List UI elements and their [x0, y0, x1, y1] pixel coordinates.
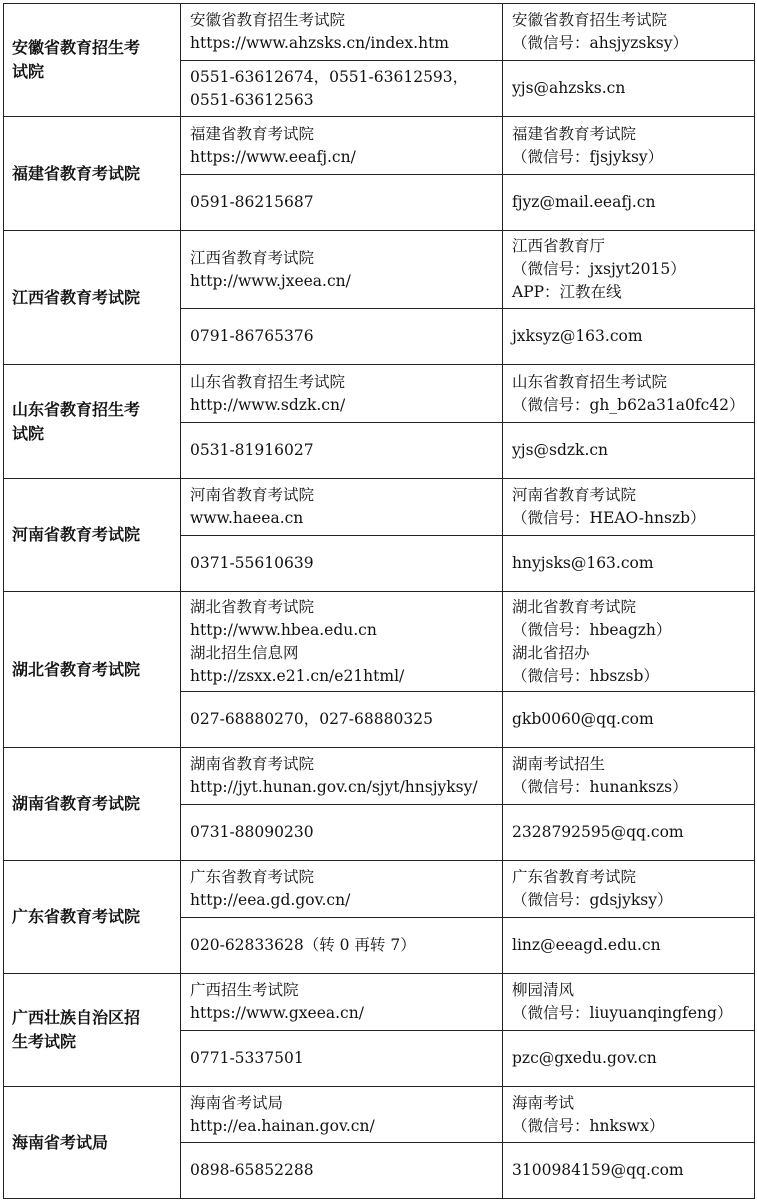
wechat-cell-line: （微信号：HEAO-hnszb） [512, 509, 706, 527]
wechat-cell-line: 福建省教育考试院 [512, 124, 637, 143]
website-cell [181, 974, 503, 1031]
email-cell: linz@eeagd.edu.cn [503, 918, 755, 974]
website-cell-line: 湖南省教育考试院 [190, 755, 315, 773]
phone-cell-line: 0371-55610639 [190, 554, 314, 572]
website-cell-line: 广东省教育考试院 [190, 868, 315, 886]
institution-name-line: 生考试院 [12, 1032, 77, 1051]
wechat-cell-line: （微信号：liuyuanqingfeng） [512, 1004, 733, 1022]
wechat-cell-line: 河南省教育考试院 [512, 486, 637, 504]
phone-cell [181, 805, 503, 861]
website-cell-line: http://eea.gd.gov.cn/ [190, 891, 351, 909]
website-cell-line: 海南省考试局 [190, 1093, 284, 1112]
website-cell [181, 479, 503, 536]
wechat-cell [503, 748, 755, 805]
wechat-cell-line: 广东省教育考试院 [512, 868, 637, 886]
institution-name [4, 231, 181, 365]
institution-name [4, 479, 181, 592]
website-cell [181, 117, 503, 175]
wechat-cell [503, 117, 755, 175]
wechat-cell-line: 柳园清风 [512, 981, 575, 999]
table-row [4, 1087, 755, 1143]
website-cell-line: http://www.sdzk.cn/ [190, 395, 346, 414]
phone-cell-line: 0771-5337501 [190, 1049, 304, 1067]
institution-name-line: 海南省考试局 [12, 1132, 109, 1152]
website-cell-line: 山东省教育招生考试院 [190, 372, 346, 391]
table-row [4, 479, 755, 536]
phone-cell-line: 0898-65852288 [190, 1161, 314, 1179]
website-cell-line: 福建省教育考试院 [190, 124, 315, 143]
wechat-cell-line: APP：江教在线 [512, 283, 622, 301]
website-cell-line: 江西省教育考试院 [190, 248, 315, 267]
institution-name-line: 山东省教育招生考 [12, 399, 141, 419]
phone-cell [181, 692, 503, 748]
institution-name [4, 1087, 181, 1199]
website-cell-line: www.haeea.cn [190, 509, 304, 527]
institution-name [4, 974, 181, 1087]
institution-name-line: 河南省教育考试院 [12, 525, 141, 544]
email-cell: yjs@ahzsks.cn [503, 61, 755, 117]
phone-cell [181, 918, 503, 974]
institution-name-line: 试院 [12, 423, 45, 443]
email-cell: hnyjsks@163.com [503, 536, 755, 592]
wechat-cell [503, 231, 755, 309]
website-cell-line: 广西招生考试院 [190, 981, 299, 999]
phone-cell [181, 309, 503, 365]
website-cell-line: http://ea.hainan.gov.cn/ [190, 1116, 375, 1135]
wechat-cell [503, 592, 755, 692]
wechat-cell-line: （微信号：hunankszs） [512, 778, 688, 796]
institution-name [4, 592, 181, 748]
institution-name [4, 861, 181, 974]
phone-cell [181, 1143, 503, 1199]
phone-cell-line: 020-62833628（转 0 再转 7） [190, 936, 416, 954]
wechat-cell-line: 安徽省教育招生考试院 [512, 11, 668, 29]
wechat-cell-line: （微信号：hnkswx） [512, 1116, 665, 1135]
institution-name-line: 江西省教育考试院 [12, 287, 141, 307]
website-cell [181, 748, 503, 805]
website-cell [181, 365, 503, 423]
table-row [4, 4, 755, 61]
phone-cell-line: 0791-86765376 [190, 327, 314, 345]
website-cell-line: http://www.jxeea.cn/ [190, 271, 351, 290]
institution-name-line: 试院 [12, 62, 45, 81]
phone-cell-line: 0591-86215687 [190, 193, 314, 211]
wechat-cell [503, 479, 755, 536]
website-cell-line: 湖北招生信息网 [190, 643, 299, 662]
wechat-cell [503, 4, 755, 61]
website-cell-line: 安徽省教育招生考试院 [190, 11, 346, 29]
wechat-cell-line: （微信号：ahsjyzsksy） [512, 34, 688, 52]
email-cell: 2328792595@qq.com [503, 805, 755, 861]
phone-cell [181, 423, 503, 479]
institution-name-line: 湖北省教育考试院 [12, 659, 141, 679]
table-row [4, 231, 755, 309]
institution-name-line: 福建省教育考试院 [12, 163, 141, 183]
wechat-cell-line: 江西省教育厅 [512, 237, 606, 255]
wechat-cell [503, 1087, 755, 1143]
website-cell-line: http://www.hbea.edu.cn [190, 620, 377, 639]
email-cell: 3100984159@qq.com [503, 1143, 755, 1199]
phone-cell-line: 027-68880270，027-68880325 [190, 710, 433, 728]
wechat-cell-line: （微信号：hbszsb） [512, 666, 659, 685]
wechat-cell-line: （微信号：jxsjyt2015） [512, 260, 686, 278]
contact-table-body [4, 4, 755, 1199]
email-cell: jxksyz@163.com [503, 309, 755, 365]
email-cell: gkb0060@qq.com [503, 692, 755, 748]
website-cell-line: http://zsxx.e21.cn/e21html/ [190, 666, 405, 685]
institution-name [4, 117, 181, 231]
phone-cell-line: 0551-63612563 [190, 90, 314, 109]
email-cell: yjs@sdzk.cn [503, 423, 755, 479]
phone-cell-line: 0731-88090230 [190, 823, 314, 841]
website-cell [181, 592, 503, 692]
wechat-cell-line: 海南考试 [512, 1093, 575, 1112]
wechat-cell-line: （微信号：gdsjyksy） [512, 891, 673, 909]
website-cell [181, 861, 503, 918]
wechat-cell-line: 湖北省招办 [512, 643, 590, 662]
wechat-cell [503, 861, 755, 918]
phone-cell-line: 0551-63612674，0551-63612593， [190, 67, 469, 86]
phone-cell [181, 61, 503, 117]
phone-cell [181, 536, 503, 592]
website-cell-line: 河南省教育考试院 [190, 486, 315, 504]
website-cell-line: 湖北省教育考试院 [190, 597, 315, 616]
website-cell [181, 231, 503, 309]
table-row [4, 365, 755, 423]
wechat-cell-line: （微信号：gh_b62a31a0fc42） [512, 395, 745, 414]
table-row [4, 748, 755, 805]
contact-table [3, 3, 755, 1199]
wechat-cell-line: 山东省教育招生考试院 [512, 372, 668, 391]
phone-cell-line: 0531-81916027 [190, 441, 314, 459]
phone-cell [181, 1031, 503, 1087]
institution-name [4, 748, 181, 861]
phone-cell [181, 175, 503, 231]
institution-name-line: 安徽省教育招生考 [12, 38, 141, 57]
email-cell: pzc@gxedu.gov.cn [503, 1031, 755, 1087]
table-row [4, 974, 755, 1031]
website-cell-line: https://www.gxeea.cn/ [190, 1004, 364, 1022]
email-cell: fjyz@mail.eeafj.cn [503, 175, 755, 231]
wechat-cell [503, 365, 755, 423]
institution-name [4, 365, 181, 479]
wechat-cell-line: （微信号：fjsjyksy） [512, 147, 664, 166]
institution-name-line: 湖南省教育考试院 [12, 794, 141, 813]
website-cell [181, 4, 503, 61]
wechat-cell [503, 974, 755, 1031]
wechat-cell-line: 湖北省教育考试院 [512, 597, 637, 616]
table-row [4, 592, 755, 692]
wechat-cell-line: （微信号：hbeagzh） [512, 620, 672, 639]
wechat-cell-line: 湖南考试招生 [512, 755, 606, 773]
table-row [4, 861, 755, 918]
website-cell-line: http://jyt.hunan.gov.cn/sjyt/hnsjyksy/ [190, 778, 478, 796]
website-cell-line: https://www.ahzsks.cn/index.htm [190, 34, 449, 52]
website-cell-line: https://www.eeafj.cn/ [190, 147, 356, 166]
website-cell [181, 1087, 503, 1143]
institution-name-line: 广东省教育考试院 [12, 907, 141, 926]
institution-name-line: 广西壮族自治区招 [12, 1008, 141, 1027]
table-row [4, 117, 755, 175]
institution-name [4, 4, 181, 117]
